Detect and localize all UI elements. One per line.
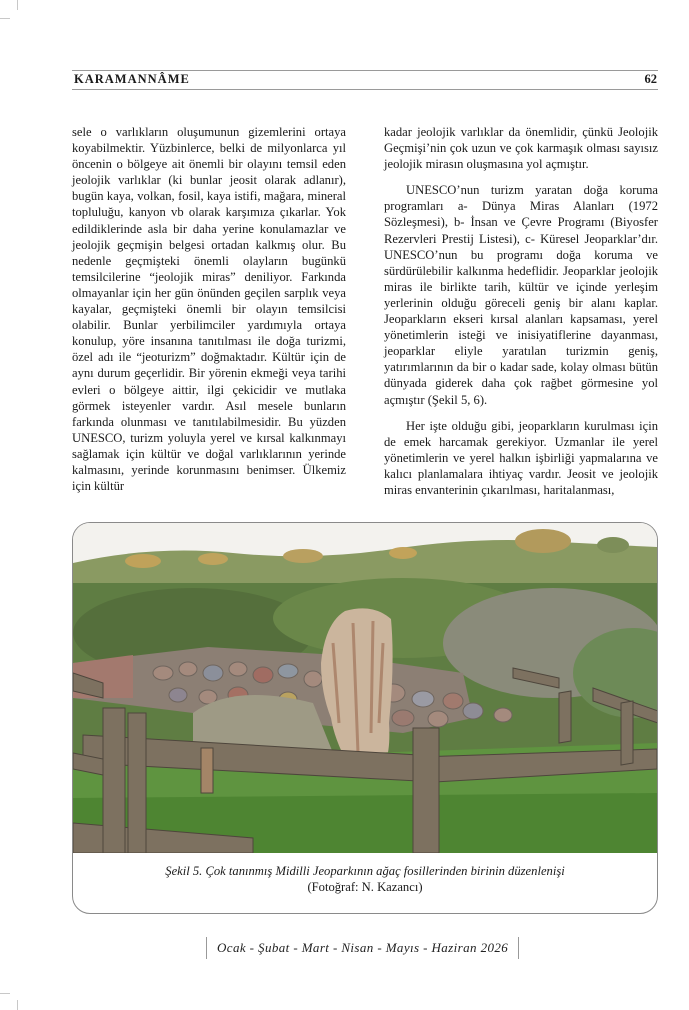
photo-credit: (Fotoğraf: N. Kazancı)	[307, 880, 423, 894]
crop-mark-top-left-h	[0, 18, 10, 19]
caption-title: Şekil 5. Çok tanınmış Midilli Jeoparkının ağaç fosillerinden birinin düzenlenişi	[165, 864, 565, 878]
text-column-left	[72, 124, 346, 504]
header-rule-top	[72, 70, 658, 71]
photo-petrified-tree	[73, 523, 657, 853]
text-column-right	[384, 124, 658, 508]
photo-illustration	[73, 523, 657, 853]
figure-frame	[72, 522, 658, 914]
crop-mark-bottom-left-h	[0, 993, 10, 994]
crop-mark-top-left-v	[17, 0, 18, 10]
figure-caption	[73, 863, 657, 895]
journal-title: KARAMANNÂME	[74, 72, 190, 86]
header-rule-bottom	[72, 89, 658, 90]
crop-mark-bottom-left-v	[17, 1000, 18, 1010]
page-number: 62	[644, 72, 657, 86]
paragraph: sele o varlıkların oluşumunun gizemlerini ortaya koyabilmektir. Yüzbinlerce, belki de milyonlarca yıl öncenin o bölgeye ait önemli bir olayını temsil eden jeolojik varlıklar (ki bunlar jeosit olarak adlanır), bugün kaya, volkan, fosil, kaya istifi, mağara, mineral topluluğu, kanyon vb olarak karşımıza çıkarlar. Yok edildiklerinde asla bir daha yerine konulamazlar ve jeolojik geçmişin belgesi ortadan kalkmış olur. Bu nedenle geçmişteki önemli olayların bugünkü temsilcilerine “jeolojik miras” deniliyor. Farkında olmayanlar için her gün önünden geçilen sarplık veya kayalar, geçmişteki önemli bir olayın temsilcisi olabilir. Bunlar yerbilimciler yardımıyla ortaya konulup, yöre insanına tanıtılması ile doğa turizmi, özel adı ile “jeoturizm” doğmaktadır. Kültür için de aynı durum geçerlidir. Bir yörenin ekmeği veya tarihi evleri o bölgeye aittir, ilgi çekicidir ve mutlaka görmek isteyenler vardır. Asıl mesele bunların farkında olunması ve tanıtılabilmesidir. Bu yüzden UNESCO, turizm yoluyla yerel ve kırsal kalkınmayı sağlamak için kültür ve doğal varlıklarının yerinde kalmasını, yerinde korunmasını benimser. Ülkemiz için kültür	[72, 125, 346, 494]
paragraph: kadar jeolojik varlıklar da önemlidir, çünkü Jeolojik Geçmişi’nin çok uzun ve çok karmaşık olması sayısız jeolojik mirasın oluşmasına yol açmıştır.	[384, 125, 658, 172]
issue-dates-footer: Ocak - Şubat - Mart - Nisan - Mayıs - Haziran 2026	[206, 937, 519, 959]
paragraph: Her işte olduğu gibi, jeoparkların kurulması için de emek harcamak gerekiyor. Uzmanlar ile yerel yönetimlerin ve yerel halkın işbirliği yapmalarına ve kalıcı planlamalara ihtiyaç vardır. Jeosit ve jeolojik miras envanterinin çıkarılması, haritalanması,	[384, 418, 658, 497]
paragraph: UNESCO’nun turizm yaratan doğa koruma programları a- Dünya Miras Alanları (1972 Sözleşmesi), b- İnsan ve Çevre Programı (Biyosfer Rezervleri Prestij Listesi), c- Küresel Jeoparklar’dır. UNESCO’nun bu programı doğa koruma ve sürdürülebilir kalkınma hedeflidir. Jeoparklar jeolojik miras ile birlikte tarih, kültür ve içinde yerleşim yerlerinin olduğu göreceli geniş bir alanı kaplar. Jeoparkların ekseri kırsal alanları kapsaması, yerel yönetimlerin isteği ve inisiyatiflerine dayanması, jeoparklar eliyle yaratılan turizmin geniş, yatırımlarının da bir o kadar sade, kolay olması bütün dünyada giderek daha çok rağbet görmesine yol açmıştır (Şekil 5, 6).	[384, 183, 658, 407]
